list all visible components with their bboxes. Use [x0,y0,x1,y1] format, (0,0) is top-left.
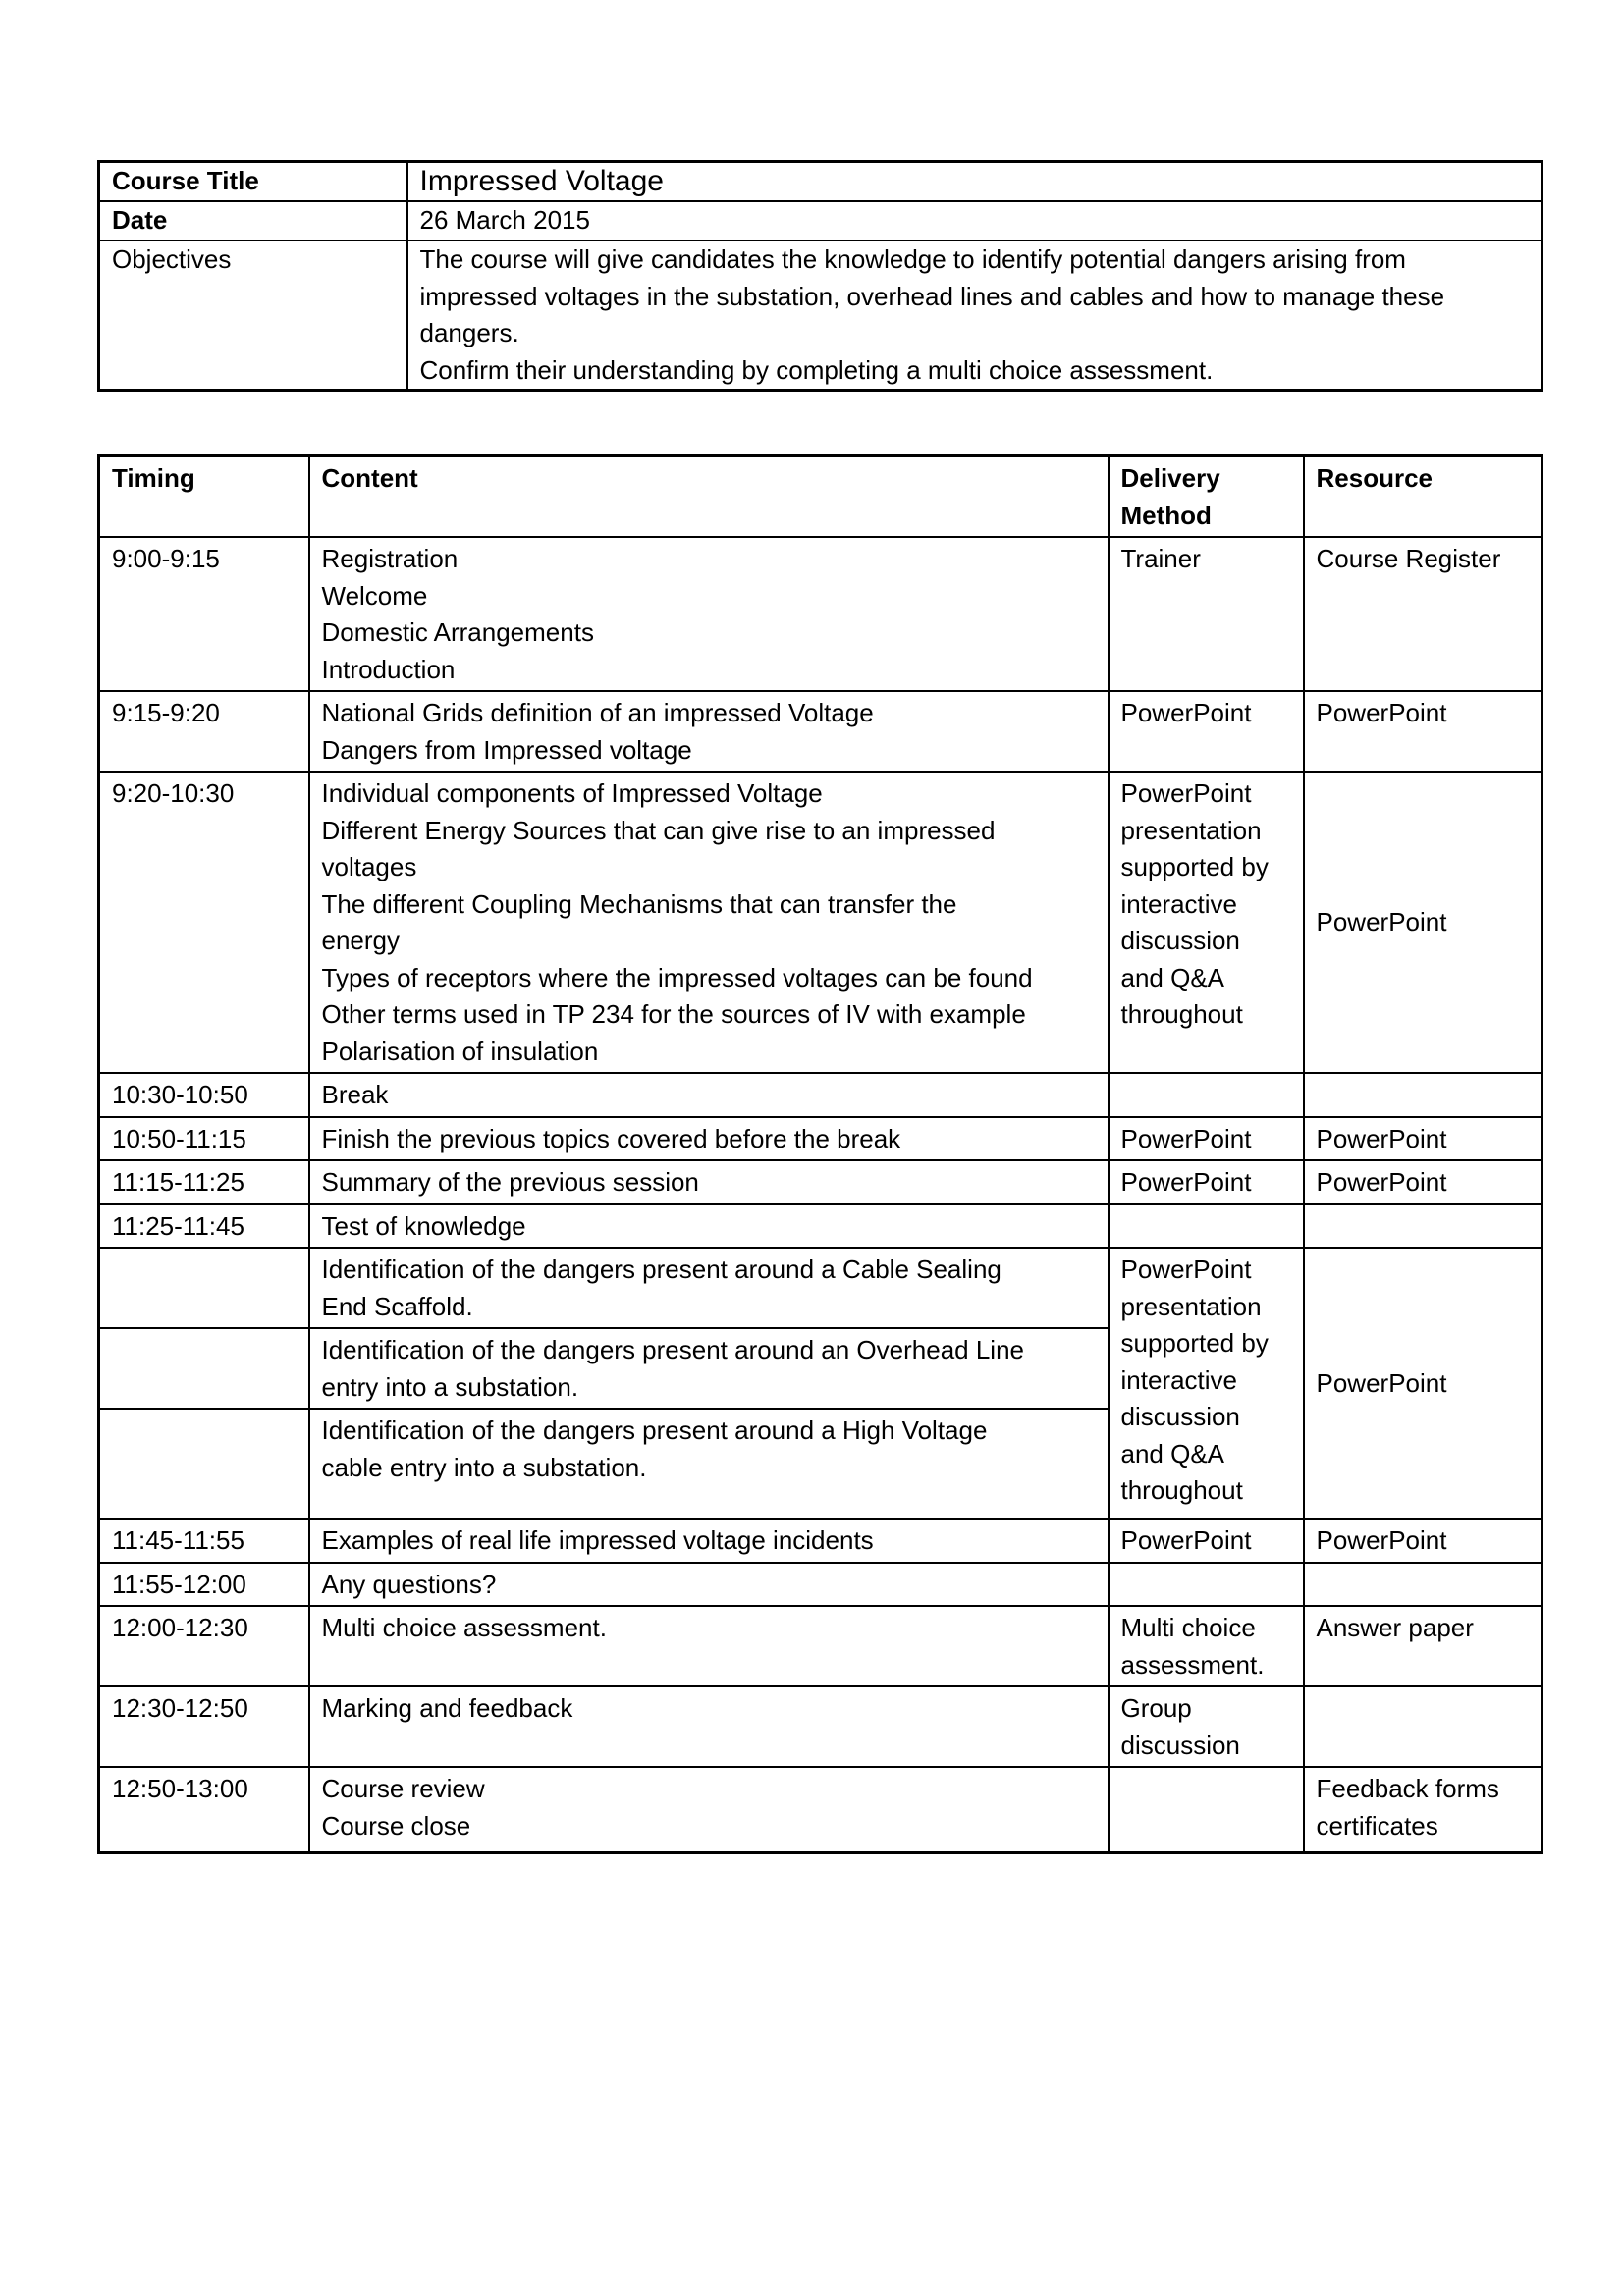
content-cell [309,1409,1109,1519]
objectives-line: dangers. [419,318,519,347]
delivery-cell [1109,1519,1304,1563]
timing-cell: 11:15-11:25 [99,1160,309,1204]
delivery-cell-line: PowerPoint [1120,1525,1252,1555]
resource-cell-line: PowerPoint [1316,907,1447,937]
content-cell-line: Dangers from Impressed voltage [321,734,692,765]
delivery-cell-line: PowerPoint [1120,1123,1252,1153]
objectives-value [407,240,1543,391]
delivery-cell-line: PowerPoint [1120,778,1252,808]
resource-cell [1304,1117,1543,1161]
header-resource: Resource [1304,456,1543,538]
schedule-row [99,1563,1543,1607]
content-cell-line: Course close [321,1810,471,1841]
timing-cell [99,1409,309,1519]
resource-cell [1304,1073,1543,1117]
delivery-cell-line: interactive [1120,1364,1237,1395]
resource-cell [1304,1160,1543,1204]
content-cell-line: Different Energy Sources that can give rise to an impressed [321,815,996,845]
resource-cell-line: PowerPoint [1316,1123,1447,1153]
resource-cell [1304,691,1543,772]
content-cell-line: voltages [321,852,417,881]
content-cell [309,1204,1109,1249]
resource-cell-line: Course Register [1316,544,1501,573]
delivery-cell-line: and Q&A [1120,1438,1225,1468]
content-cell-line: Multi choice assessment. [321,1613,607,1642]
timing-cell: 9:20-10:30 [99,772,309,1073]
resource-cell [1304,1686,1543,1767]
resource-cell [1304,1519,1543,1563]
delivery-cell [1109,1073,1304,1117]
timing-cell: 11:25-11:45 [99,1204,309,1249]
delivery-cell [1109,537,1304,691]
schedule-table [97,454,1543,1854]
delivery-cell-line: discussion [1120,1402,1240,1431]
delivery-cell-line: PowerPoint [1120,1255,1252,1284]
content-cell [309,1117,1109,1161]
timing-cell: 9:00-9:15 [99,537,309,691]
schedule-row [99,1117,1543,1161]
timing-cell: 10:50-11:15 [99,1117,309,1161]
resource-cell [1304,1563,1543,1607]
delivery-cell-line: Multi choice [1120,1613,1256,1642]
schedule-row [99,1204,1543,1249]
content-cell [309,1686,1109,1767]
content-cell-line: Identification of the dangers present around a Cable Sealing [321,1255,1001,1284]
delivery-cell [1109,1117,1304,1161]
objectives-line: Confirm their understanding by completing a multi choice assessment. [419,354,1214,385]
timing-cell: 12:50-13:00 [99,1767,309,1852]
content-cell [309,1073,1109,1117]
content-cell-line: Polarisation of insulation [321,1036,599,1066]
delivery-cell-line: throughout [1120,1475,1243,1505]
content-cell-line: Types of receptors where the impressed voltages can be found [321,962,1033,992]
objectives-row [99,240,1543,391]
course-title-value: Impressed Voltage [407,162,1543,202]
content-cell [309,1160,1109,1204]
content-cell-line: entry into a substation. [321,1371,579,1402]
resource-cell [1304,537,1543,691]
resource-cell-line: PowerPoint [1316,1367,1447,1398]
course-title-row [99,162,1543,202]
content-cell-line: Registration [321,544,459,573]
header-content: Content [309,456,1109,538]
delivery-cell-line: interactive [1120,888,1237,919]
schedule-row [99,772,1543,1073]
content-cell [309,537,1109,691]
content-cell [309,1563,1109,1607]
course-title-label: Course Title [99,162,407,202]
content-cell [309,1248,1109,1328]
content-cell-line: Domestic Arrangements [321,617,594,647]
resource-cell [1304,1248,1543,1519]
objectives-line: impressed voltages in the substation, overhead lines and cables and how to manage these [419,281,1445,311]
schedule-row [99,537,1543,691]
schedule-row [99,1606,1543,1686]
delivery-cell [1109,1160,1304,1204]
schedule-row [99,1767,1543,1852]
delivery-cell [1109,691,1304,772]
content-cell-line: Individual components of Impressed Voltage [321,778,823,808]
content-cell [309,772,1109,1073]
delivery-cell-line: presentation [1120,1291,1262,1321]
header-timing: Timing [99,456,309,538]
schedule-row [99,1519,1543,1563]
timing-cell [99,1248,309,1328]
delivery-cell [1109,772,1304,1073]
content-cell-line: Introduction [321,654,456,684]
content-cell-line: Examples of real life impressed voltage incidents [321,1525,874,1555]
delivery-cell-line: supported by [1120,1328,1269,1358]
delivery-cell [1109,1204,1304,1249]
resource-cell-line: Feedback forms [1316,1774,1499,1803]
delivery-cell-line: Trainer [1120,544,1201,573]
resource-cell-line: PowerPoint [1316,698,1447,727]
resource-cell-line: PowerPoint [1316,1167,1447,1197]
content-cell [309,691,1109,772]
schedule-row [99,1160,1543,1204]
schedule-header-row [99,456,1543,538]
timing-cell: 11:45-11:55 [99,1519,309,1563]
date-value: 26 March 2015 [407,201,1543,240]
timing-cell: 9:15-9:20 [99,691,309,772]
content-cell-line: Finish the previous topics covered before the break [321,1123,901,1153]
delivery-cell [1109,1563,1304,1607]
content-cell-line: Course review [321,1774,485,1803]
delivery-cell-line: assessment. [1120,1649,1265,1680]
delivery-cell-line: discussion [1120,926,1240,955]
timing-cell: 12:30-12:50 [99,1686,309,1767]
knowledge-check-row [99,1248,1543,1328]
delivery-cell-line: throughout [1120,999,1243,1029]
delivery-cell-line: PowerPoint [1120,1167,1252,1197]
content-cell-line: Identification of the dangers present around an Overhead Line [321,1335,1024,1364]
content-cell-line: National Grids definition of an impressed Voltage [321,698,874,727]
resource-cell [1304,772,1543,1073]
delivery-cell [1109,1686,1304,1767]
delivery-cell-line: Group [1120,1693,1192,1723]
content-cell-line: Test of knowledge [321,1210,526,1241]
course-info-table [97,160,1543,392]
content-cell-line: Identification of the dangers present around a High Voltage [321,1415,988,1445]
content-cell [309,1606,1109,1686]
resource-cell [1304,1606,1543,1686]
timing-cell: 10:30-10:50 [99,1073,309,1117]
header-delivery-line: Delivery [1120,463,1220,493]
timing-cell: 12:00-12:30 [99,1606,309,1686]
content-cell-line: Marking and feedback [321,1693,573,1723]
objectives-line: The course will give candidates the knowledge to identify potential dangers arising from [419,244,1406,274]
schedule-row [99,1073,1543,1117]
content-cell-line: The different Coupling Mechanisms that can transfer the [321,888,957,919]
timing-cell: 11:55-12:00 [99,1563,309,1607]
date-label: Date [99,201,407,240]
delivery-cell-line: and Q&A [1120,962,1225,992]
date-row [99,201,1543,240]
content-cell-line: Other terms used in TP 234 for the sources of IV with example [321,999,1026,1029]
content-cell-line: Welcome [321,580,428,611]
resource-cell-line: Answer paper [1316,1613,1474,1642]
content-cell-line: End Scaffold. [321,1291,473,1321]
schedule-body [99,537,1543,1852]
content-cell-line: energy [321,926,400,955]
delivery-cell [1109,1248,1304,1519]
content-cell [309,1519,1109,1563]
resource-cell [1304,1767,1543,1852]
objectives-label: Objectives [99,240,407,391]
content-cell-line: cable entry into a substation. [321,1452,647,1482]
resource-cell [1304,1204,1543,1249]
content-cell-line: Summary of the previous session [321,1167,699,1197]
delivery-cell [1109,1767,1304,1852]
delivery-cell-line: supported by [1120,852,1269,881]
resource-cell-line: PowerPoint [1316,1525,1447,1555]
content-cell-line: Any questions? [321,1569,497,1599]
header-delivery-method [1109,456,1304,538]
content-cell-line: Break [321,1080,389,1109]
resource-cell-line: certificates [1316,1810,1438,1841]
delivery-cell-line: discussion [1120,1730,1240,1760]
header-method-line: Method [1120,500,1212,530]
schedule-row [99,1686,1543,1767]
schedule-row [99,691,1543,772]
content-cell [309,1767,1109,1852]
timing-cell [99,1328,309,1409]
delivery-cell [1109,1606,1304,1686]
delivery-cell-line: presentation [1120,815,1262,845]
content-cell [309,1328,1109,1409]
delivery-cell-line: PowerPoint [1120,698,1252,727]
